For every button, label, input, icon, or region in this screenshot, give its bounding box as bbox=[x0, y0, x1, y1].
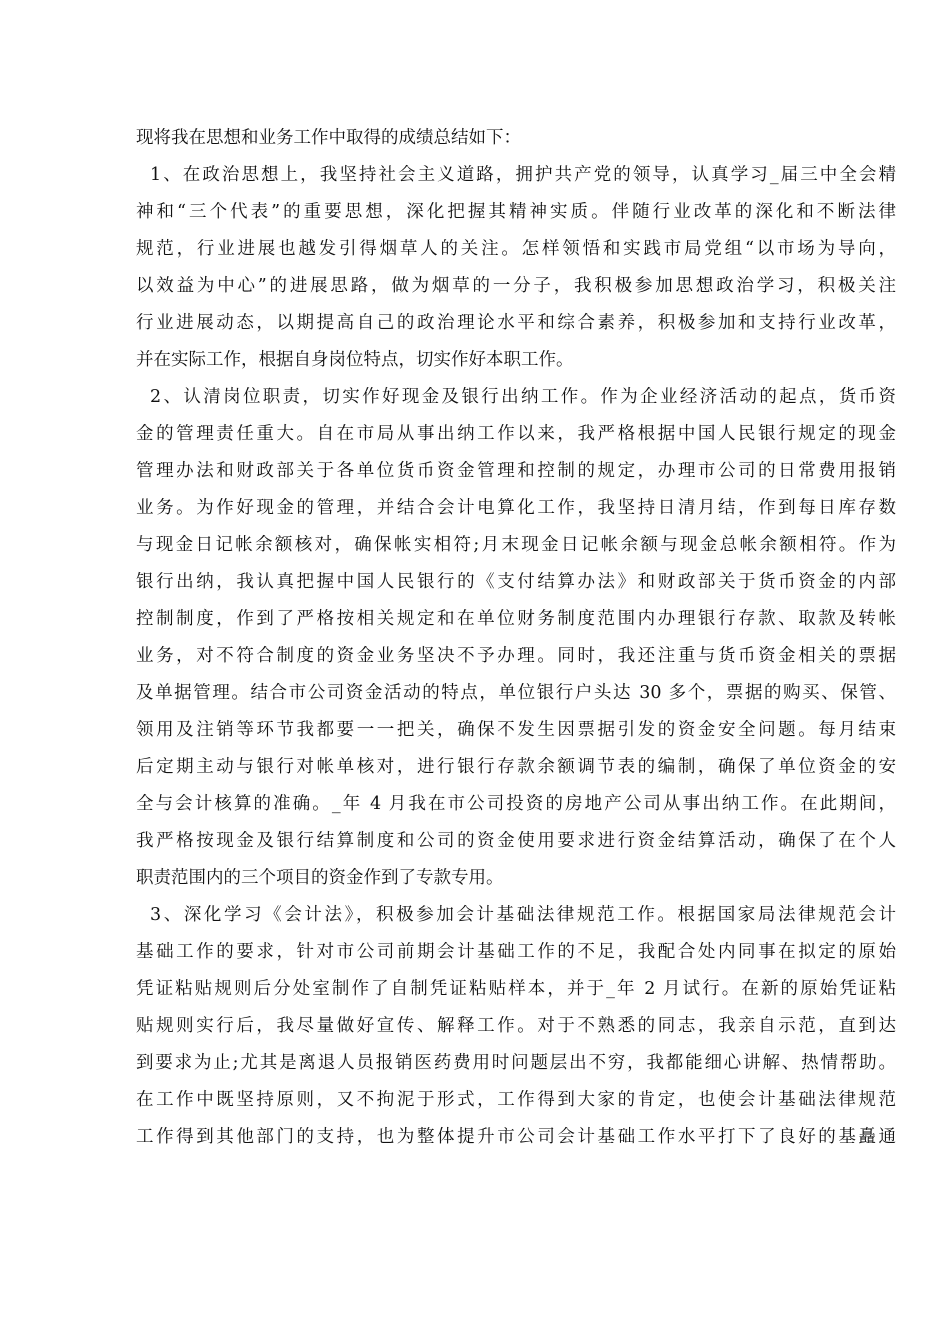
paragraph-3-line: 在工作中既坚持原则，又不拘泥于形式，工作得到大家的肯定，也使会计基础法律规范 bbox=[136, 1090, 896, 1110]
paragraph-2-line: 领用及注销等环节我都要一一把关，确保不发生因票据引发的资金安全问题。每月结束 bbox=[136, 720, 896, 740]
paragraph-1-line: 以效益为中心”的进展思路，做为烟草的一分子，我积极参加思想政治学习，积极关注 bbox=[136, 276, 896, 296]
paragraph-3-line: 3、深化学习《会计法》，积极参加会计基础法律规范工作。根据国家局法律规范会计 bbox=[150, 905, 896, 925]
paragraph-2-line: 及单据管理。结合市公司资金活动的特点，单位银行户头达 30 多个，票据的购买、保管、 bbox=[136, 683, 896, 703]
paragraph-2-line: 银行出纳，我认真把握中国人民银行的《支付结算办法》和财政部关于货币资金的内部 bbox=[136, 572, 896, 592]
paragraph-2-line: 管理办法和财政部关于各单位货币资金管理和控制的规定，办理市公司的日常费用报销 bbox=[136, 461, 896, 481]
paragraph-3-line: 到要求为止;尤其是离退人员报销医药费用时问题层出不穷，我都能细心讲解、热情帮助。 bbox=[136, 1053, 896, 1073]
paragraph-2-line: 与现金日记帐余额核对，确保帐实相符;月末现金日记帐余额与现金总帐余额相符。作为 bbox=[136, 535, 896, 555]
paragraph-2-line: 业务，对不符合制度的资金业务坚决不予办理。同时，我还注重与货币资金相关的票据 bbox=[136, 646, 896, 666]
paragraph-2-line: 业务。为作好现金的管理，并结合会计电算化工作，我坚持日清月结，作到每日库存数 bbox=[136, 498, 896, 518]
paragraph-1-line: 神和“三个代表”的重要思想，深化把握其精神实质。伴随行业改革的深化和不断法律 bbox=[136, 202, 896, 222]
paragraph-2-line: 全与会计核算的准确。_年 4 月我在市公司投资的房地产公司从事出纳工作。在此期间， bbox=[136, 794, 896, 814]
paragraph-2-line: 2、认清岗位职责，切实作好现金及银行出纳工作。作为企业经济活动的起点，货币资 bbox=[150, 387, 896, 407]
paragraph-2-line: 我严格按现金及银行结算制度和公司的资金使用要求进行资金结算活动，确保了在个人 bbox=[136, 831, 896, 851]
paragraph-1-line: 规范，行业进展也越发引得烟草人的关注。怎样领悟和实践市局党组“以市场为导向， bbox=[136, 239, 896, 259]
paragraph-3-line: 凭证粘贴规则后分处室制作了自制凭证粘贴样本，并于_年 2 月试行。在新的原始凭证粘 bbox=[136, 979, 896, 999]
paragraph-2-line: 后定期主动与银行对帐单核对，进行银行存款余额调节表的编制，确保了单位资金的安 bbox=[136, 757, 896, 777]
paragraph-1-line: 1、在政治思想上，我坚持社会主义道路，拥护共产党的领导，认真学习_届三中全会精 bbox=[150, 165, 896, 185]
paragraph-2-line: 金的管理责任重大。自在市局从事出纳工作以来，我严格根据中国人民银行规定的现金 bbox=[136, 424, 896, 444]
paragraph-3-line: 基础工作的要求，针对市公司前期会计基础工作的不足，我配合处内同事在拟定的原始 bbox=[136, 942, 896, 962]
paragraph-3-line: 工作得到其他部门的支持，也为整体提升市公司会计基础工作水平打下了良好的基矗通 bbox=[136, 1127, 896, 1147]
paragraph-3-line: 贴规则实行后，我尽量做好宣传、解释工作。对于不熟悉的同志，我亲自示范，直到达 bbox=[136, 1016, 896, 1036]
paragraph-2-line: 职责范围内的三个项目的资金作到了专款专用。 bbox=[136, 868, 504, 888]
document-body bbox=[136, 120, 896, 1156]
intro-line: 现将我在思想和业务工作中取得的成绩总结如下： bbox=[136, 128, 521, 148]
paragraph-1-line: 行业进展动态，以期提高自己的政治理论水平和综合素养，积极参加和支持行业改革， bbox=[136, 313, 896, 333]
paragraph-2-line: 控制制度，作到了严格按相关规定和在单位财务制度范围内办理银行存款、取款及转帐 bbox=[136, 609, 896, 629]
paragraph-1-line: 并在实际工作，根据自身岗位特点，切实作好本职工作。 bbox=[136, 350, 574, 370]
